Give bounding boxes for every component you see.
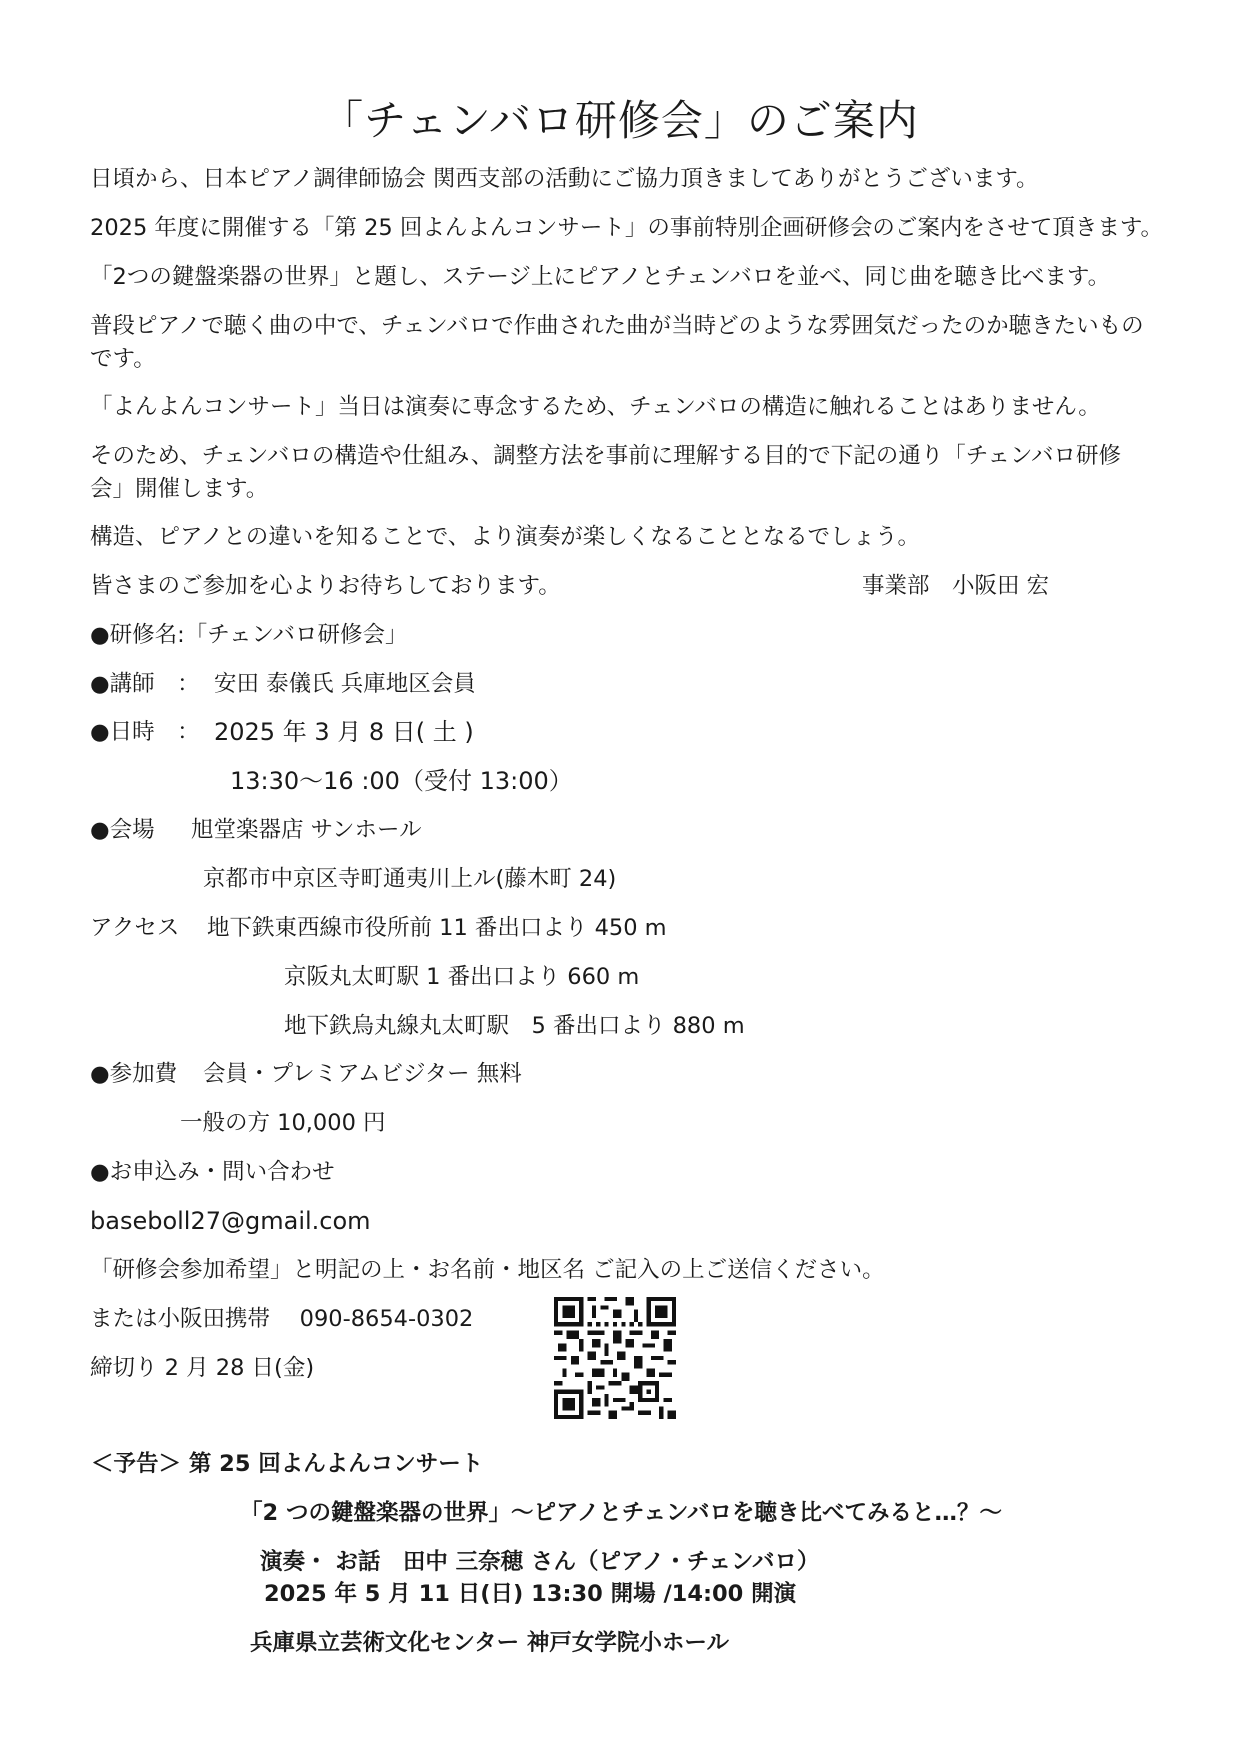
notice-performer: 演奏・ お話 田中 三奈穂 さん（ピアノ・チェンバロ）	[260, 1549, 820, 1575]
contact-label: ●お申込み・問い合わせ	[90, 1159, 335, 1185]
contact-note: 「研修会参加希望」と明記の上・お名前・地区名 ご記入の上ご送信ください。	[90, 1257, 885, 1283]
deadline: 締切り 2 月 28 日(金)	[90, 1355, 315, 1381]
notice-datetime: 2025 年 5 月 11 日(日) 13:30 開場 /14:00 開演	[264, 1581, 797, 1607]
lecturer-label: ●講師 ：	[90, 671, 200, 697]
intro-paragraph-6: そのため、チェンバロの構造や仕組み、調整方法を事前に理解する目的で下記の通り「チェンバロ研修会」開催します。	[90, 443, 1121, 502]
lecturer-value: 安田 泰儀氏 兵庫地区会員	[214, 671, 476, 697]
date-value: 2025 年 3 月 8 日( 土 )	[214, 718, 474, 746]
time-value: 13:30～16 :00（受付 13:00）	[230, 767, 573, 795]
intro-paragraph-2: 2025 年度に開催する「第 25 回よんよんコンサート」の事前特別企画研修会のご案内をさせて頂きます。	[90, 215, 1164, 241]
notice-heading: ＜予告＞ 第 25 回よんよんコンサート	[91, 1451, 484, 1477]
intro-paragraph-8: 皆さまのご参加を心よりお待ちしております。	[90, 573, 561, 599]
intro-paragraph-4: 普段ピアノで聴く曲の中で、チェンバロで作曲された曲が当時どのような雰囲気だったのか聴きたいものです。	[90, 313, 1144, 372]
intro-paragraph-3: 「2つの鍵盤楽器の世界」と題し、ステージ上にピアノとチェンバロを並べ、同じ曲を聴き比べます。	[90, 264, 1111, 290]
notice-subtitle: 「2 つの鍵盤楽器の世界」～ピアノとチェンバロを聴き比べてみると…？～	[240, 1500, 1002, 1526]
contact-email[interactable]: baseboll27@gmail.com	[90, 1207, 371, 1235]
intro-paragraph-7: 構造、ピアノとの違いを知ることで、より演奏が楽しくなることとなるでしょう。	[90, 524, 921, 550]
venue-label: ●会場	[90, 817, 155, 843]
intro-paragraph-5: 「よんよんコンサート」当日は演奏に専念するため、チェンバロの構造に触れることはありません。	[90, 394, 1101, 420]
fee-member: 会員・プレミアムビジター 無料	[203, 1061, 522, 1087]
page-title: 「チェンバロ研修会」のご案内	[321, 96, 919, 145]
access-label: アクセス	[90, 915, 180, 941]
qr-code[interactable]	[554, 1297, 676, 1419]
intro-paragraph-1: 日頃から、日本ピアノ調律師協会 関西支部の活動にご協力頂きましてありがとうございます。	[90, 166, 1039, 192]
notice-venue: 兵庫県立芸術文化センター 神戸女学院小ホール	[250, 1630, 729, 1656]
fee-label: ●参加費	[90, 1061, 178, 1087]
access-route-3: 地下鉄烏丸線丸太町駅 5 番出口より 880 m	[284, 1013, 745, 1039]
access-route-1: 地下鉄東西線市役所前 11 番出口より 450 m	[207, 915, 667, 941]
date-label: ●日時 ：	[90, 719, 200, 745]
contact-phone: または小阪田携帯 090-8654-0302	[90, 1306, 474, 1332]
seminar-name: ●研修名:「チェンバロ研修会」	[90, 622, 408, 648]
venue-value: 旭堂楽器店 サンホール	[191, 817, 422, 843]
fee-general: 一般の方 10,000 円	[180, 1110, 386, 1136]
access-route-2: 京阪丸太町駅 1 番出口より 660 m	[284, 964, 640, 990]
venue-address: 京都市中京区寺町通夷川上ル(藤木町 24)	[203, 866, 617, 892]
signature: 事業部 小阪田 宏	[862, 573, 1050, 599]
